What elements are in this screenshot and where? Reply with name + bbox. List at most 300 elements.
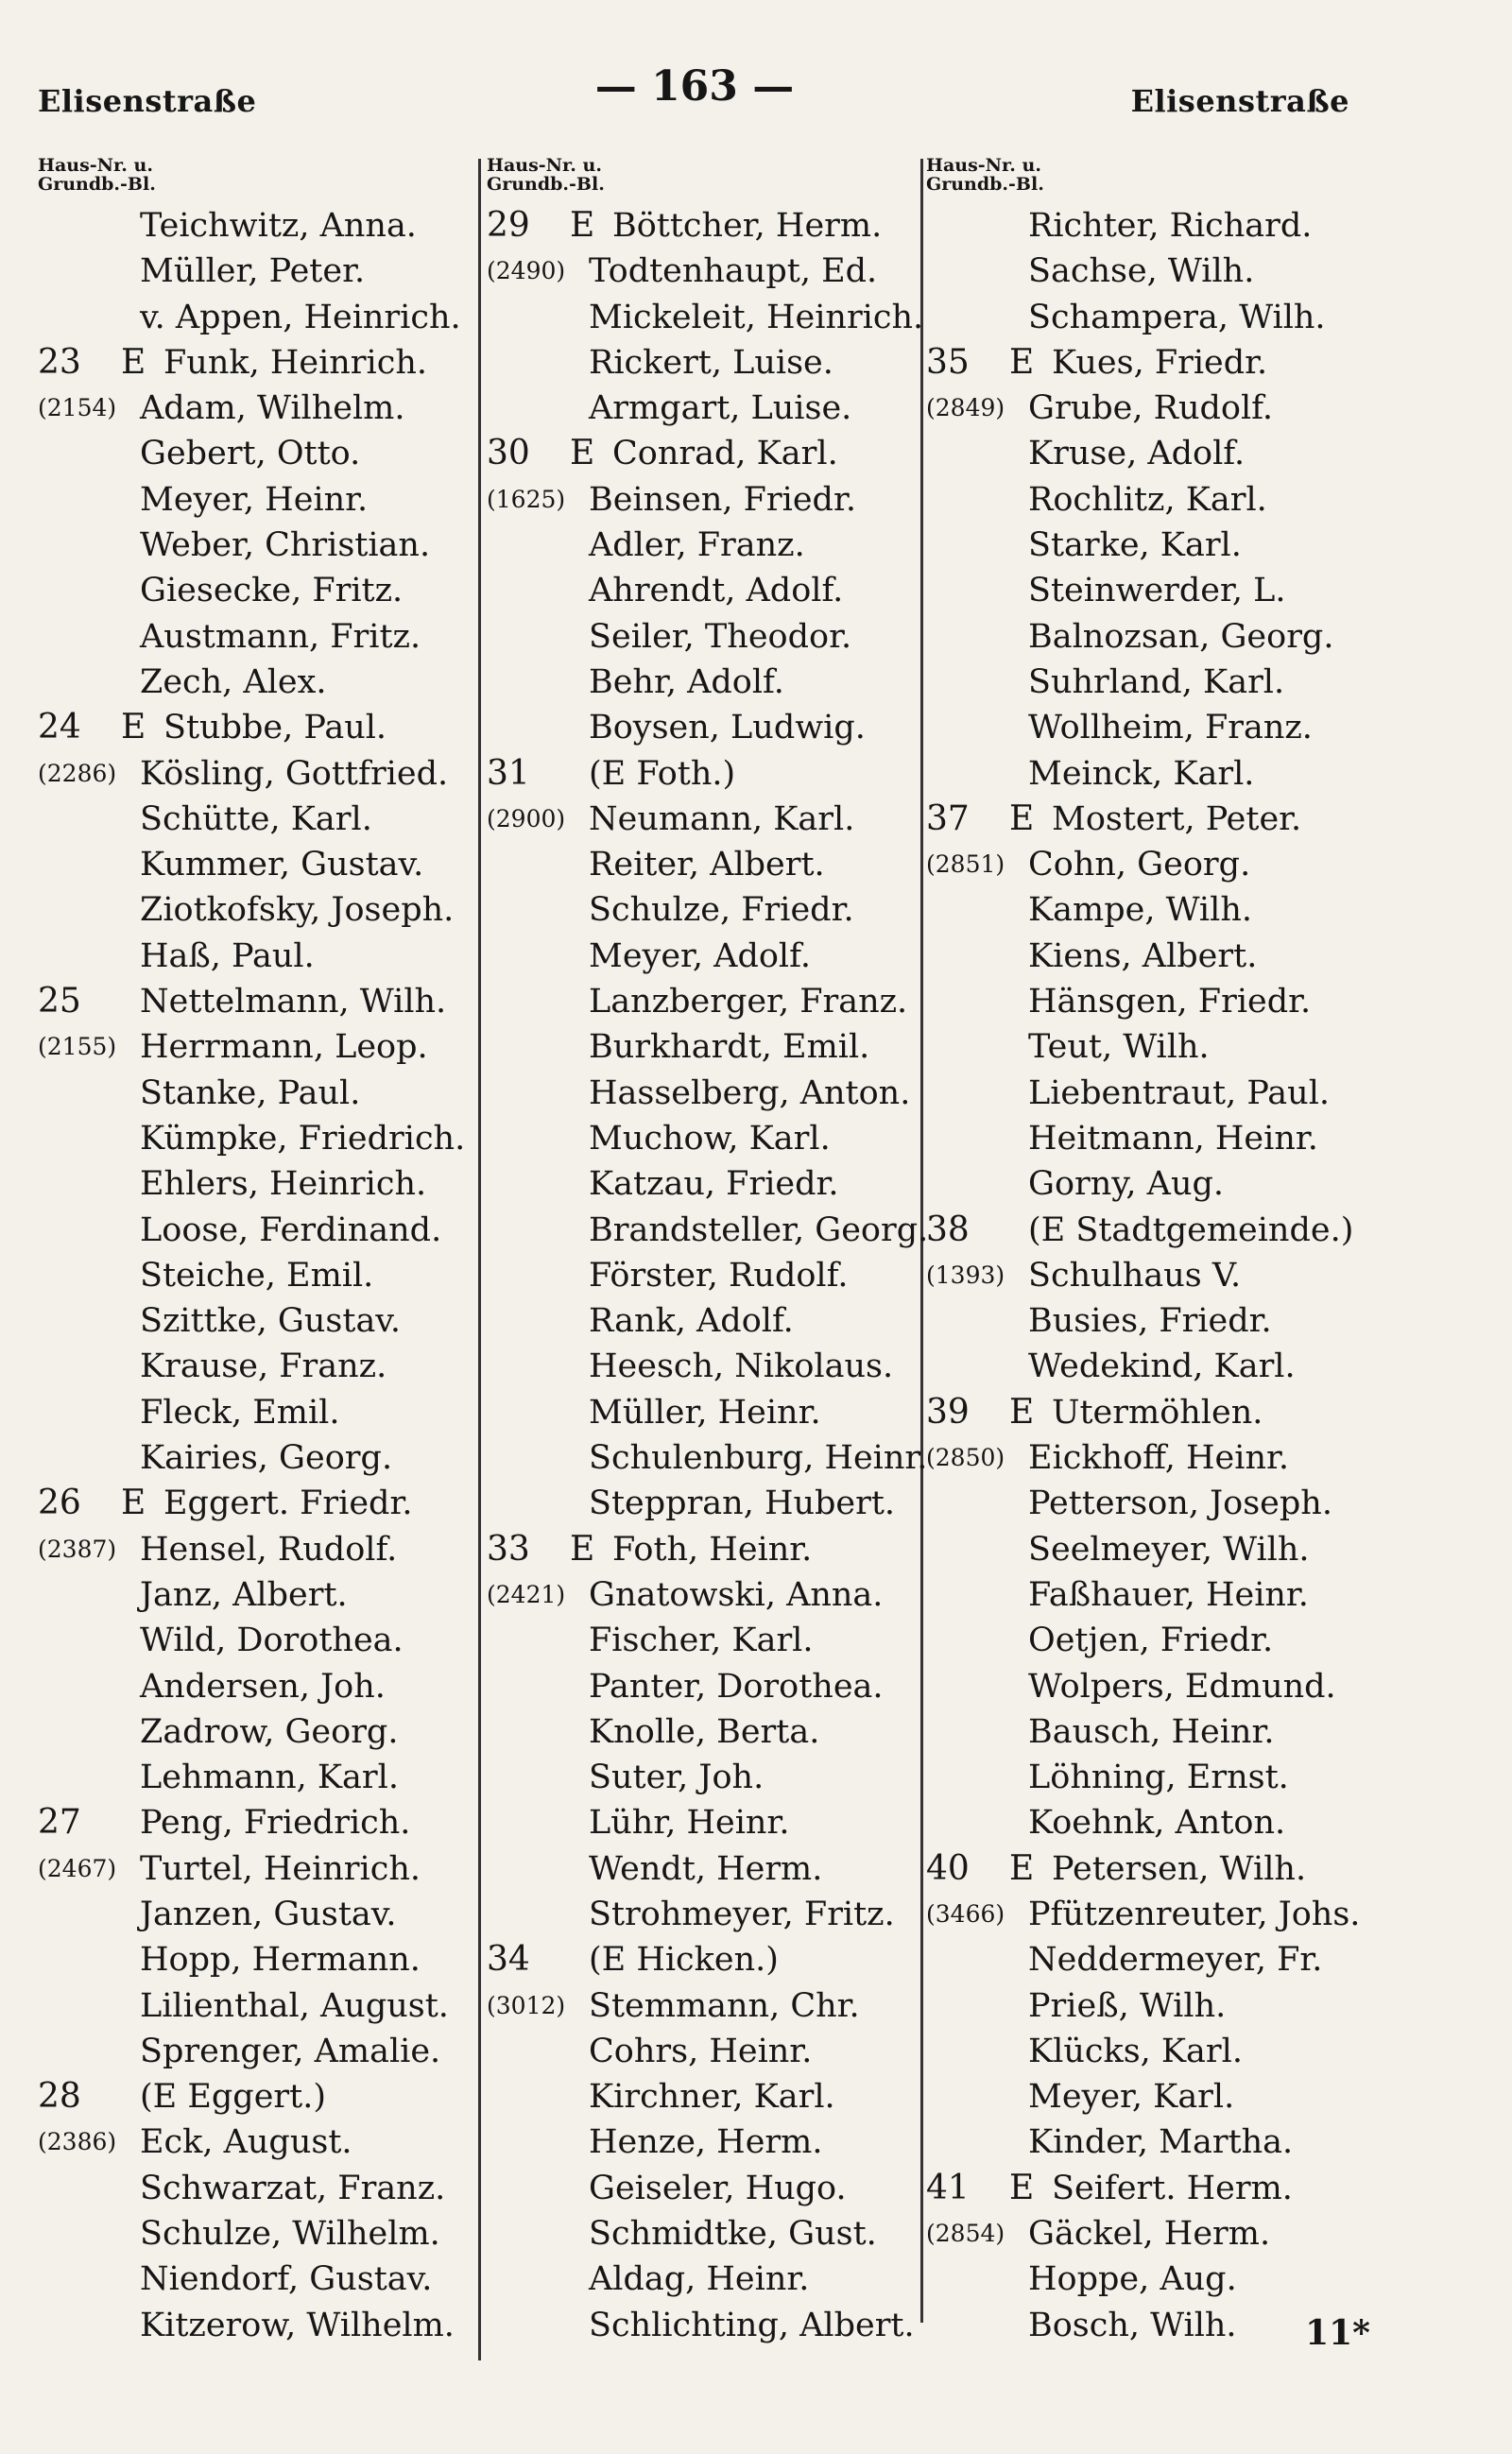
resident-name: Seelmeyer, Wilh. [1028, 1530, 1310, 1569]
directory-entry [926, 477, 1370, 523]
resident-name: Meyer, Karl. [1028, 2078, 1235, 2117]
directory-entry [38, 1298, 482, 1344]
directory-entry [487, 249, 931, 294]
resident-name: Adler, Franz. [589, 526, 805, 565]
directory-entry [487, 1664, 931, 1709]
house-number: 33 [487, 1529, 530, 1569]
resident-name: Faßhauer, Heinr. [1028, 1575, 1309, 1614]
directory-entry [38, 1572, 482, 1618]
directory-entry [926, 1618, 1370, 1663]
directory-entry [38, 1024, 482, 1070]
resident-name: Cohrs, Heinr. [589, 2032, 813, 2070]
resident-name: Stubbe, Paul. [163, 709, 387, 747]
directory-entry [487, 1071, 931, 1116]
land-register-number: (2386) [38, 2128, 117, 2156]
resident-name: Mickeleit, Heinrich. [589, 298, 924, 336]
directory-entry [926, 1024, 1370, 1070]
resident-name: Bausch, Heinr. [1028, 1712, 1275, 1751]
resident-name: Turtel, Heinrich. [140, 1849, 421, 1888]
directory-entry [38, 2074, 482, 2119]
land-register-number: (2490) [487, 257, 566, 285]
resident-name: Muchow, Karl. [589, 1119, 831, 1158]
resident-name: Eggert. Friedr. [163, 1484, 413, 1523]
land-register-number: (2421) [487, 1580, 566, 1608]
house-number: 30 [487, 434, 530, 473]
resident-name: Lehmann, Karl. [140, 1759, 399, 1797]
resident-name: Oetjen, Friedr. [1028, 1622, 1274, 1660]
running-head-left: Elisenstraße [38, 83, 257, 119]
resident-name: v. Appen, Heinrich. [140, 298, 461, 336]
directory-entry [926, 1527, 1370, 1572]
resident-name: Conrad, Karl. [612, 435, 838, 473]
house-number: 29 [487, 206, 530, 245]
resident-name: (E Hicken.) [589, 1941, 779, 1980]
house-number: 24 [38, 708, 81, 747]
directory-entry [38, 1709, 482, 1755]
column-header [38, 156, 482, 203]
resident-name: (E Stadtgemeinde.) [1028, 1210, 1354, 1249]
directory-entry [38, 1390, 482, 1435]
directory-entry [487, 2257, 931, 2302]
resident-name: Suhrland, Karl. [1028, 662, 1285, 701]
directory-entry [38, 2257, 482, 2302]
resident-name: Brandsteller, Georg. [589, 1210, 929, 1249]
directory-entry [38, 1892, 482, 1937]
directory-entry [38, 568, 482, 613]
resident-name: Stemmann, Chr. [589, 1986, 860, 2025]
directory-entry [38, 614, 482, 660]
directory-entry [487, 1755, 931, 1800]
resident-name: Rank, Adolf. [589, 1302, 794, 1341]
resident-name: Nettelmann, Wilh. [140, 983, 447, 1021]
resident-name: Rochlitz, Karl. [1028, 480, 1267, 519]
directory-entry [926, 1390, 1370, 1435]
directory-entry [38, 1208, 482, 1253]
resident-name: Meyer, Adolf. [589, 936, 811, 975]
resident-name: Suter, Joh. [589, 1759, 765, 1797]
resident-name: Neumann, Karl. [589, 799, 855, 838]
resident-name: Eickhoff, Heinr. [1028, 1439, 1290, 1478]
directory-entry [926, 887, 1370, 933]
resident-name: Loose, Ferdinand. [140, 1210, 442, 1249]
land-register-number: (3466) [926, 1899, 1005, 1928]
house-number: 26 [38, 1484, 81, 1523]
directory-entry [926, 2303, 1370, 2348]
resident-name: Seiler, Theodor. [589, 617, 852, 656]
directory-entry [38, 934, 482, 979]
column-header [487, 156, 931, 203]
resident-name: Beinsen, Friedr. [589, 480, 856, 519]
directory-entry [487, 2029, 931, 2074]
resident-name: Hopp, Hermann. [140, 1941, 421, 1980]
directory-entry [926, 2119, 1370, 2165]
land-register-number: (2849) [926, 394, 1005, 422]
directory-entry [38, 386, 482, 431]
resident-name: Kruse, Adolf. [1028, 435, 1246, 473]
resident-name: Petersen, Wilh. [1052, 1849, 1307, 1888]
resident-name: Förster, Rudolf. [589, 1256, 849, 1295]
directory-entry [926, 295, 1370, 340]
directory-entry [38, 1344, 482, 1389]
land-register-number: (2900) [487, 804, 566, 832]
resident-name: Lanzberger, Franz. [589, 983, 908, 1021]
printer-signature: 11* [1305, 2313, 1370, 2353]
house-number: 25 [38, 982, 81, 1021]
resident-name: Wendt, Herm. [589, 1849, 823, 1888]
directory-entry [487, 1800, 931, 1845]
directory-entry [38, 249, 482, 294]
resident-name: Peng, Friedrich. [140, 1804, 411, 1843]
directory-entry [38, 523, 482, 568]
column-header-line: Haus-Nr. u. [487, 155, 602, 176]
directory-entry [38, 887, 482, 933]
resident-name: Liebentraut, Paul. [1028, 1073, 1331, 1112]
resident-name: Burkhardt, Emil. [589, 1028, 870, 1067]
resident-name: Ziotkofsky, Joseph. [140, 891, 455, 930]
directory-entry [38, 2029, 482, 2074]
directory-entry [926, 1298, 1370, 1344]
resident-name: Lühr, Heinr. [589, 1804, 790, 1843]
directory-entry [926, 705, 1370, 750]
resident-name: Pfützenreuter, Johs. [1028, 1895, 1361, 1933]
directory-entry [38, 1800, 482, 1845]
directory-entry [926, 203, 1370, 249]
directory-entry [926, 979, 1370, 1024]
resident-name: Wedekind, Karl. [1028, 1347, 1296, 1386]
resident-name: Sachse, Wilh. [1028, 252, 1255, 291]
resident-name: Gäckel, Herm. [1028, 2215, 1271, 2254]
directory-entry [926, 2029, 1370, 2074]
directory-entry [38, 797, 482, 842]
resident-name: Henze, Herm. [589, 2123, 823, 2162]
directory-entry [38, 842, 482, 887]
resident-name: Gnatowski, Anna. [589, 1575, 884, 1614]
directory-entry [487, 842, 931, 887]
directory-entry [487, 386, 931, 431]
directory-entry [487, 1024, 931, 1070]
resident-name: Boysen, Ludwig. [589, 709, 866, 747]
resident-name: Hasselberg, Anton. [589, 1073, 911, 1112]
resident-name: Kinder, Martha. [1028, 2123, 1294, 2162]
directory-entry [487, 979, 931, 1024]
resident-name: Giesecke, Fritz. [140, 572, 404, 610]
resident-name: Rickert, Luise. [589, 343, 833, 382]
directory-entry [487, 660, 931, 705]
directory-entry [487, 1161, 931, 1207]
resident-name: Schulze, Friedr. [589, 891, 854, 930]
directory-entry [926, 1755, 1370, 1800]
directory-entry [38, 1755, 482, 1800]
resident-name: Hoppe, Aug. [1028, 2260, 1237, 2299]
resident-name: Meinck, Karl. [1028, 754, 1255, 793]
house-number: 34 [487, 1940, 530, 1980]
directory-entry [487, 2074, 931, 2119]
resident-name: Janzen, Gustav. [140, 1895, 397, 1933]
owner-marker: E [1009, 2168, 1035, 2207]
land-register-number: (1393) [926, 1261, 1005, 1289]
directory-entry [487, 1618, 931, 1663]
house-number: 40 [926, 1848, 970, 1888]
resident-name: Foth, Heinr. [612, 1530, 813, 1569]
resident-name: Gorny, Aug. [1028, 1165, 1225, 1204]
column-header [926, 156, 1370, 203]
house-number: 28 [38, 2077, 81, 2117]
resident-name: Niendorf, Gustav. [140, 2260, 433, 2299]
directory-entry [487, 431, 931, 476]
resident-name: Löhning, Ernst. [1028, 1759, 1289, 1797]
resident-name: Teut, Wilh. [1028, 1028, 1210, 1067]
resident-name: Kues, Friedr. [1052, 343, 1268, 382]
resident-name: Steppran, Hubert. [589, 1484, 896, 1523]
owner-marker: E [121, 342, 146, 382]
directory-entry [926, 1161, 1370, 1207]
house-number: 41 [926, 2168, 970, 2207]
resident-name: Grube, Rudolf. [1028, 389, 1273, 428]
resident-name: Haß, Paul. [140, 936, 315, 975]
resident-name: Gebert, Otto. [140, 435, 361, 473]
directory-entry [487, 2303, 931, 2348]
house-number: 39 [926, 1392, 970, 1432]
land-register-number: (2850) [926, 1444, 1005, 1472]
resident-name: Lilienthal, August. [140, 1986, 449, 2025]
directory-entry [926, 1116, 1370, 1161]
resident-name: Heitmann, Heinr. [1028, 1119, 1318, 1158]
directory-entry [487, 2211, 931, 2257]
directory-entry [487, 1709, 931, 1755]
resident-name: Koehnk, Anton. [1028, 1804, 1286, 1843]
resident-name: Schampera, Wilh. [1028, 298, 1326, 336]
resident-name: Kitzerow, Wilhelm. [140, 2306, 455, 2344]
directory-entry [926, 523, 1370, 568]
directory-entry [38, 1435, 482, 1481]
resident-name: Kösling, Gottfried. [140, 754, 449, 793]
directory-entry [38, 203, 482, 249]
directory-entry [926, 2257, 1370, 2302]
directory-entry [487, 1344, 931, 1389]
directory-entry [926, 431, 1370, 476]
resident-name: Szittke, Gustav. [140, 1302, 402, 1341]
directory-entry [926, 1664, 1370, 1709]
directory-entry [926, 751, 1370, 797]
directory-entry [38, 2211, 482, 2257]
resident-name: Schulhaus V. [1028, 1256, 1242, 1295]
house-number: 31 [487, 753, 530, 793]
directory-entry [926, 2211, 1370, 2257]
directory-entry [926, 934, 1370, 979]
resident-name: Katzau, Friedr. [589, 1165, 839, 1204]
resident-name: Strohmeyer, Fritz. [589, 1895, 895, 1933]
resident-name: Funk, Heinrich. [163, 343, 427, 382]
resident-name: Reiter, Albert. [589, 846, 825, 884]
resident-name: Adam, Wilhelm. [140, 389, 405, 428]
land-register-number: (3012) [487, 1991, 566, 2019]
directory-entry [926, 1983, 1370, 2029]
resident-name: Knolle, Berta. [589, 1712, 820, 1751]
directory-entry [487, 2119, 931, 2165]
directory-entry [38, 2119, 482, 2165]
directory-entry [926, 1800, 1370, 1845]
directory-entry [487, 1983, 931, 2029]
land-register-number: (1625) [487, 485, 566, 513]
resident-name: Starke, Karl. [1028, 526, 1242, 565]
directory-entry [487, 2166, 931, 2211]
land-register-number: (2154) [38, 394, 117, 422]
directory-entry [38, 2166, 482, 2211]
resident-name: Seifert. Herm. [1052, 2169, 1293, 2207]
owner-marker: E [1009, 1392, 1035, 1432]
directory-entry [926, 2074, 1370, 2119]
resident-name: Richter, Richard. [1028, 207, 1313, 245]
resident-name: Zech, Alex. [140, 662, 327, 701]
owner-marker: E [1009, 1848, 1035, 1888]
resident-name: Kümpke, Friedrich. [140, 1119, 466, 1158]
resident-name: Wolpers, Edmund. [1028, 1667, 1336, 1706]
resident-name: Eck, August. [140, 2123, 352, 2162]
resident-name: Armgart, Luise. [589, 389, 852, 428]
resident-name: Austmann, Fritz. [140, 617, 421, 656]
directory-entry [487, 1481, 931, 1526]
directory-entry [38, 2303, 482, 2348]
directory-entry [38, 1618, 482, 1663]
resident-name: Klücks, Karl. [1028, 2032, 1243, 2070]
resident-name: Andersen, Joh. [140, 1667, 386, 1706]
resident-name: Busies, Friedr. [1028, 1302, 1272, 1341]
resident-name: Steinwerder, L. [1028, 572, 1286, 610]
resident-name: Hensel, Rudolf. [140, 1530, 398, 1569]
resident-name: Kirchner, Karl. [589, 2078, 835, 2117]
resident-name: Balnozsan, Georg. [1028, 617, 1334, 656]
directory-entry [38, 295, 482, 340]
directory-entry [487, 295, 931, 340]
directory-entry [926, 1937, 1370, 1982]
owner-marker: E [570, 1529, 595, 1569]
directory-entry [38, 1983, 482, 2029]
directory-entry [487, 1390, 931, 1435]
directory-entry [926, 2166, 1370, 2211]
resident-name: Schlichting, Albert. [589, 2306, 915, 2344]
column-left [38, 156, 482, 2348]
directory-entry [38, 705, 482, 750]
directory-entry [926, 340, 1370, 386]
directory-entry [38, 1161, 482, 1207]
directory-entry [38, 477, 482, 523]
column-header-line: Grundb.-Bl. [487, 174, 605, 195]
land-register-number: (2286) [38, 759, 117, 787]
directory-entry [38, 1527, 482, 1572]
directory-entry [926, 1071, 1370, 1116]
resident-name: Schulze, Wilhelm. [140, 2215, 440, 2254]
owner-marker: E [570, 434, 595, 473]
directory-entry [38, 431, 482, 476]
owner-marker: E [121, 708, 146, 747]
directory-entry [926, 1208, 1370, 1253]
directory-entry [926, 660, 1370, 705]
resident-name: Todtenhaupt, Ed. [589, 252, 878, 291]
resident-name: Janz, Albert. [140, 1575, 348, 1614]
resident-name: Herrmann, Leop. [140, 1028, 428, 1067]
resident-name: Kairies, Georg. [140, 1439, 393, 1478]
land-register-number: (2155) [38, 1033, 117, 1061]
directory-entry [38, 1664, 482, 1709]
column-header-line: Haus-Nr. u. [926, 155, 1041, 176]
resident-name: Bosch, Wilh. [1028, 2306, 1237, 2344]
directory-entry [487, 1846, 931, 1892]
directory-entry [487, 568, 931, 613]
directory-entry [926, 568, 1370, 613]
directory-entry [926, 1481, 1370, 1526]
directory-entry [487, 934, 931, 979]
resident-name: Schmidtke, Gust. [589, 2215, 877, 2254]
directory-entry [487, 1116, 931, 1161]
directory-entry [38, 979, 482, 1024]
resident-name: Panter, Dorothea. [589, 1667, 884, 1706]
resident-name: Ahrendt, Adolf. [589, 572, 844, 610]
resident-name: Schwarzat, Franz. [140, 2169, 446, 2207]
directory-entry [487, 1572, 931, 1618]
resident-name: Teichwitz, Anna. [140, 207, 417, 245]
owner-marker: E [1009, 798, 1035, 838]
column-header-line: Haus-Nr. u. [38, 155, 153, 176]
resident-name: Hänsgen, Friedr. [1028, 983, 1312, 1021]
directory-entry [926, 614, 1370, 660]
resident-name: Ehlers, Heinrich. [140, 1165, 427, 1204]
resident-name: Sprenger, Amalie. [140, 2032, 441, 2070]
directory-entry [487, 1208, 931, 1253]
directory-entry [926, 797, 1370, 842]
directory-entry [487, 1298, 931, 1344]
directory-entry [926, 1892, 1370, 1937]
directory-entry [487, 1435, 931, 1481]
directory-entry [926, 842, 1370, 887]
land-register-number: (2854) [926, 2220, 1005, 2248]
directory-entry [487, 1253, 931, 1298]
resident-name: Prieß, Wilh. [1028, 1986, 1227, 2025]
directory-entry [926, 1846, 1370, 1892]
directory-entry [926, 1709, 1370, 1755]
owner-marker: E [121, 1484, 146, 1523]
resident-name: Stanke, Paul. [140, 1073, 361, 1112]
directory-entry [38, 1481, 482, 1526]
resident-name: Schütte, Karl. [140, 799, 372, 838]
directory-entry [926, 386, 1370, 431]
directory-entry [487, 1527, 931, 1572]
resident-name: Behr, Adolf. [589, 662, 784, 701]
directory-entry [487, 751, 931, 797]
house-number: 38 [926, 1210, 970, 1249]
directory-entry [926, 249, 1370, 294]
resident-name: Fischer, Karl. [589, 1622, 814, 1660]
resident-name: Zadrow, Georg. [140, 1712, 399, 1751]
directory-entry [487, 1937, 931, 1982]
land-register-number: (2387) [38, 1535, 117, 1563]
page-number: — 163 — [594, 62, 795, 111]
resident-name: Kummer, Gustav. [140, 846, 424, 884]
resident-name: Mostert, Peter. [1052, 799, 1302, 838]
resident-name: Aldag, Heinr. [589, 2260, 810, 2299]
resident-name: Neddermeyer, Fr. [1028, 1941, 1323, 1980]
directory-entry [38, 660, 482, 705]
column-header-line: Grundb.-Bl. [926, 174, 1044, 195]
column-middle [487, 156, 931, 2348]
resident-name: Wollheim, Franz. [1028, 709, 1313, 747]
house-number: 23 [38, 342, 81, 382]
column-header-line: Grundb.-Bl. [38, 174, 156, 195]
resident-name: (E Foth.) [589, 754, 736, 793]
directory-entry [38, 1937, 482, 1982]
directory-entry [487, 1892, 931, 1937]
resident-name: Müller, Peter. [140, 252, 366, 291]
directory-entry [487, 797, 931, 842]
